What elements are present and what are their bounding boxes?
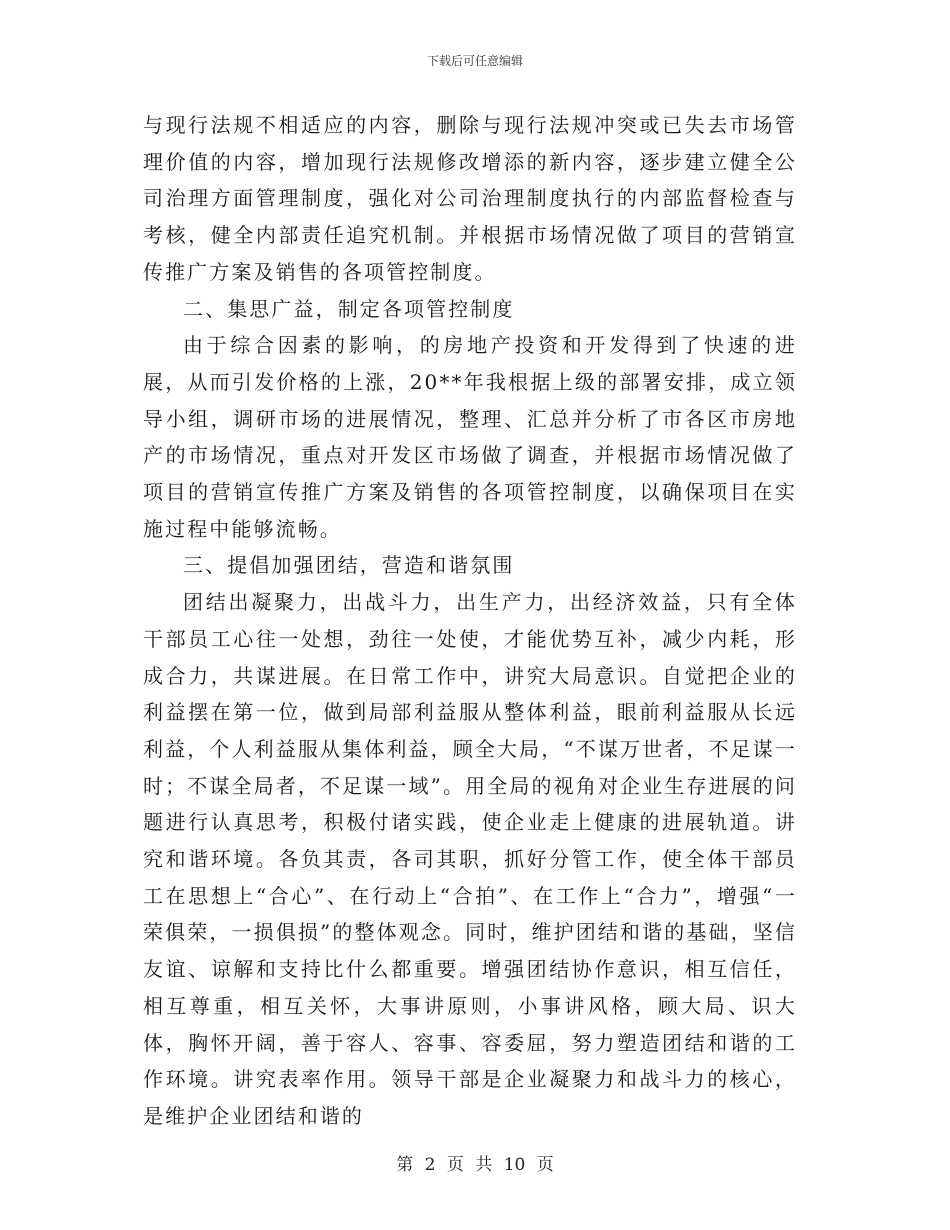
page-header: 下载后可任意编辑 xyxy=(426,54,523,68)
paragraph-continuation: 与现行法规不相适应的内容，删除与现行法规冲突或已失去市场管理价值的内容，增加现行法规修改增添的新内容，逐步建立健全公司治理方面管理制度，强化对公司治理制度执行的内部监督检查与考核，健全内部责任追究机制。并根据市场情况做了项目的营销宣传推广方案及销售的各项管控制度。 xyxy=(143,113,797,284)
paragraph-unity: 团结出凝聚力，出战斗力，出生产力，出经济效益，只有全体干部员工心往一处想，劲往一处使，才能优势互补，减少内耗，形成合力，共谋进展。在日常工作中，讲究大局意识。自觉把企业的利益摆在第一位，做到局部利益服从整体利益，眼前利益服从长远利益，个人利益服从集体利益，顾全大局，“不谋万世者，不足谋一时；不谋全局者，不足谋一域”。用全局的视角对企业生存进展的问题进行认真思考，积极付诸实践，使企业走上健康的进展轨道。讲究和谐环境。各负其责，各司其职，抓好分管工作，使全体干部员工在思想上“合心”、在行动上“合拍”、在工作上“合力”，增强“一荣俱荣，一损俱损”的整体观念。同时，维护团结和谐的基础，坚信友谊、谅解和支持比什么都重要。增强团结协作意识，相互信任，相互尊重，相互关怀，大事讲原则，小事讲风格，顾大局、识大体，胸怀开阔，善于容人、容事、容委屈，努力塑造团结和谐的工作环境。讲究表率作用。领导干部是企业凝聚力和战斗力的核心，是维护企业团结和谐的 xyxy=(143,590,797,1128)
document-body xyxy=(143,107,797,1135)
paragraph-market-research: 由于综合因素的影响，的房地产投资和开发得到了快速的进展，从而引发价格的上涨，20**年我根据上级的部署安排，成立领导小组，调研市场的进展情况，整理、汇总并分析了市各区市房地产的市场情况，重点对开发区市场做了调查，并根据市场情况做了项目的营销宣传推广方案及销售的各项管控制度，以确保项目在实施过程中能够流畅。 xyxy=(143,333,797,541)
page-number: 第 2 页 共 10 页 xyxy=(396,1155,554,1175)
section-heading-3: 三、提倡加强团结，营造和谐氛围 xyxy=(183,553,515,578)
section-heading-2: 二、集思广益，制定各项管控制度 xyxy=(183,296,515,321)
